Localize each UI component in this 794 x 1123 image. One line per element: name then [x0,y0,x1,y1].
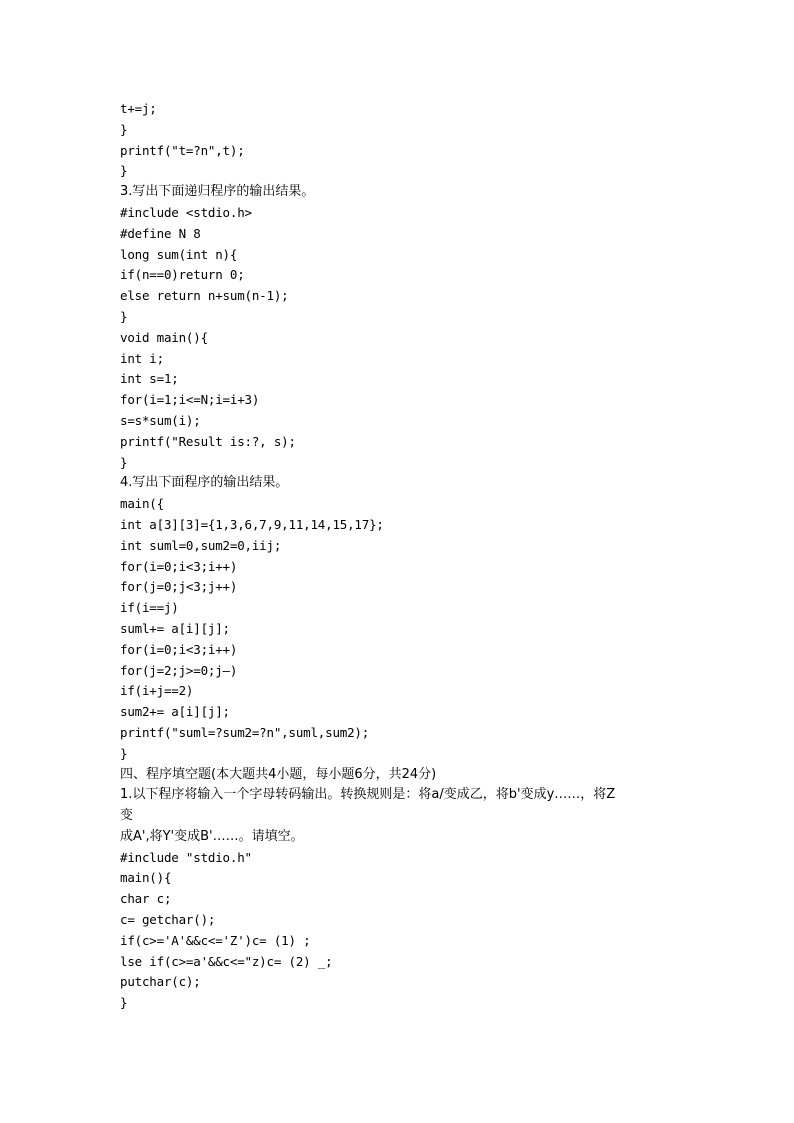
code-line: for(i=1;i<=N;i=i+3) [120,392,260,408]
document-body [120,99,680,1014]
code-line: if(n==0)return 0; [120,267,245,283]
code-line: int s=1; [120,371,179,387]
code-line: printf("t=?n",t); [120,142,245,158]
code-line: void main(){ [120,329,208,345]
code-line: char c; [120,891,172,907]
code-line: suml+= a[i][j]; [120,620,230,636]
code-line: } [120,163,128,179]
code-line: int i; [120,350,164,366]
fill-in-question-1-cont: 成A',将Y'变成B'……。请填空。 [120,828,304,844]
code-line: putchar(c); [120,974,201,990]
code-line: } [120,745,128,761]
code-line: for(j=0;j<3;j++) [120,579,238,595]
code-line: c= getchar(); [120,912,216,928]
code-line: for(i=0;i<3;i++) [120,558,238,574]
code-line: int suml=0,sum2=0,iij; [120,537,282,553]
code-line: #include "stdio.h" [120,849,252,865]
code-line: int a[3][3]={1,3,6,7,9,11,14,15,17}; [120,516,384,532]
code-line: } [120,454,128,470]
code-line: #include <stdio.h> [120,204,252,220]
code-line: if(i==j) [120,600,179,616]
code-line: for(i=0;i<3;i++) [120,641,238,657]
code-line: } [120,995,128,1011]
code-line: if(i+j==2) [120,683,194,699]
code-line: for(j=2;j>=0;j—) [120,662,238,678]
code-line: #define N 8 [120,225,201,241]
code-line: else return n+sum(n-1); [120,288,289,304]
code-line: sum2+= a[i][j]; [120,704,230,720]
question-3-heading: 3.写出下面递归程序的输出结果。 [120,184,315,200]
section-4-heading: 四、程序填空题(本大题共4小题，每小题6分，共24分) [120,766,437,782]
code-line: } [120,121,128,137]
code-line: if(c>='A'&&c<='Z')c= (1) ; [120,932,311,948]
code-line: lse if(c>=a'&&c<="z)c= (2) _; [120,953,333,969]
code-line: long sum(int n){ [120,246,238,262]
fill-in-question-1: 1.以下程序将输入一个字母转码输出。转换规则是：将a/变成乙，将b'变成y……，将Z [120,787,616,803]
code-line: main(){ [120,870,172,886]
question-4-heading: 4.写出下面程序的输出结果。 [120,475,289,491]
fill-in-question-1-wrap: 变 [120,808,134,824]
code-line: printf("suml=?sum2=?n",suml,sum2); [120,724,370,740]
code-line: } [120,308,128,324]
code-line: printf("Result is:?, s); [120,433,296,449]
code-line: s=s*sum(i); [120,412,201,428]
code-line: t+=j; [120,101,157,116]
code-line: main({ [120,496,164,512]
